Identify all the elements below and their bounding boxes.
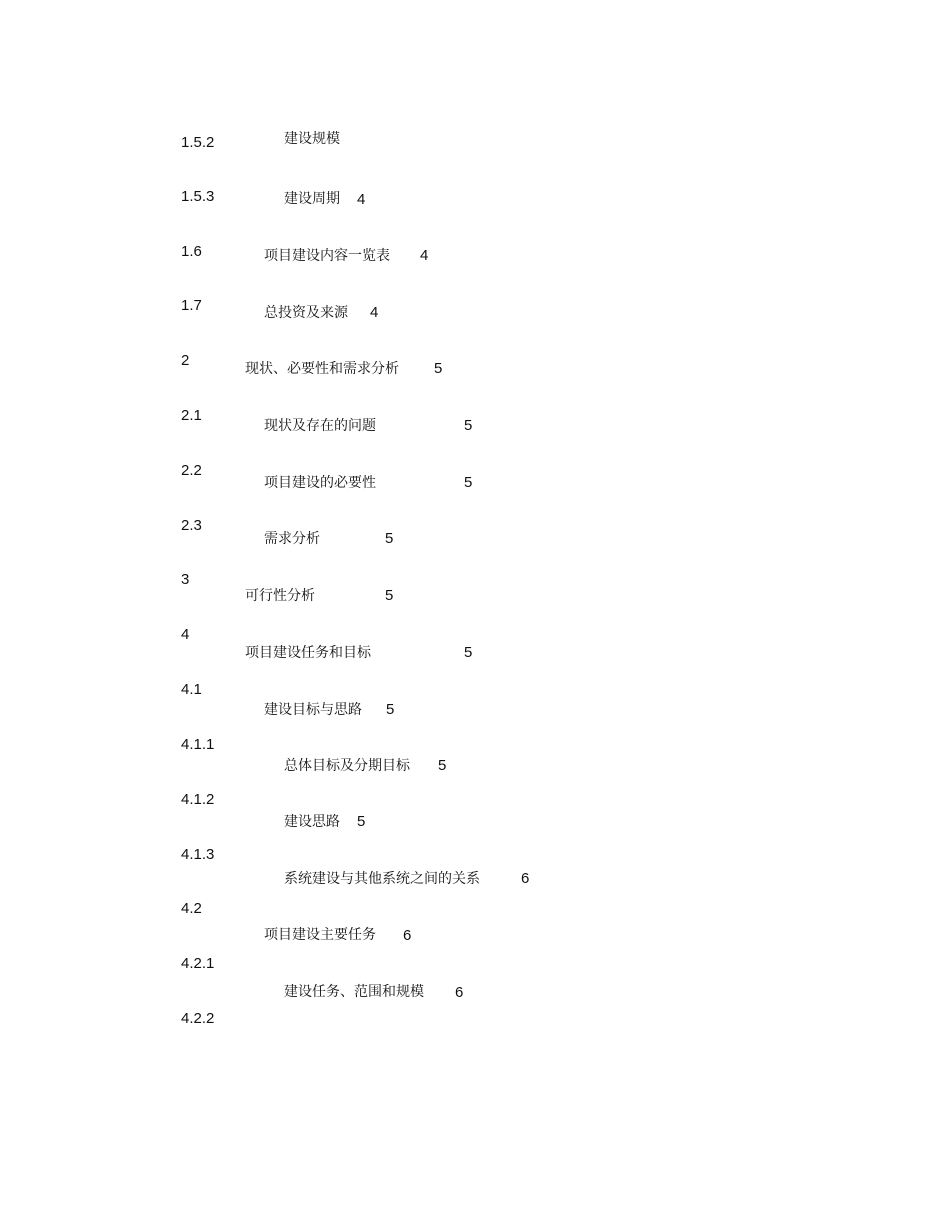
toc-entry-title: 建设周期 bbox=[284, 191, 340, 207]
toc-entry-number: 4.2.2 bbox=[181, 1010, 215, 1027]
toc-entry-number: 4.1.3 bbox=[181, 846, 215, 863]
toc-entry-page: 5 bbox=[357, 813, 366, 830]
toc-entry-number: 4.2.1 bbox=[181, 955, 215, 972]
toc-entry-title: 建设规模 bbox=[284, 131, 340, 147]
toc-entry[interactable] bbox=[0, 1010, 950, 1050]
toc-entry-title: 项目建设的必要性 bbox=[264, 475, 376, 491]
toc-entry[interactable] bbox=[0, 297, 950, 337]
toc-entry-title: 总投资及来源 bbox=[264, 305, 348, 321]
toc-entry[interactable] bbox=[0, 791, 950, 831]
toc-entry-number: 4.1.1 bbox=[181, 736, 215, 753]
toc-entry-page: 5 bbox=[464, 474, 473, 491]
toc-entry-number: 4 bbox=[181, 626, 190, 643]
toc-entry[interactable] bbox=[0, 352, 950, 392]
toc-entry-page: 4 bbox=[357, 191, 366, 208]
toc-entry-title: 建设目标与思路 bbox=[264, 702, 362, 718]
toc-entry-page: 6 bbox=[455, 984, 464, 1001]
toc-entry[interactable] bbox=[0, 243, 950, 283]
toc-entry-page: 6 bbox=[403, 927, 412, 944]
toc-entry-title: 项目建设主要任务 bbox=[264, 927, 376, 943]
toc-entry-number: 4.2 bbox=[181, 900, 202, 917]
toc-entry-number: 2 bbox=[181, 352, 190, 369]
toc-entry-number: 1.7 bbox=[181, 297, 202, 314]
toc-entry-title: 总体目标及分期目标 bbox=[284, 758, 410, 774]
toc-entry[interactable] bbox=[0, 900, 950, 944]
toc-entry-page: 5 bbox=[464, 417, 473, 434]
toc-entry-page: 5 bbox=[386, 701, 395, 718]
toc-entry[interactable] bbox=[0, 626, 950, 666]
toc-entry-title: 需求分析 bbox=[264, 531, 320, 547]
toc-entry-page: 5 bbox=[434, 360, 443, 377]
toc-entry-page: 5 bbox=[438, 757, 447, 774]
toc-entry-title: 现状及存在的问题 bbox=[264, 418, 376, 434]
toc-entry[interactable] bbox=[0, 571, 950, 611]
toc-entry-title: 建设任务、范围和规模 bbox=[284, 984, 424, 1000]
toc-entry-title: 项目建设内容一览表 bbox=[264, 248, 390, 264]
toc-entry-page: 5 bbox=[464, 644, 473, 661]
toc-entry[interactable] bbox=[0, 736, 950, 776]
toc-entry-number: 2.1 bbox=[181, 407, 202, 424]
toc-entry[interactable] bbox=[0, 462, 950, 502]
toc-entry-page: 4 bbox=[420, 247, 429, 264]
toc-entry[interactable] bbox=[0, 188, 950, 228]
toc-entry[interactable] bbox=[0, 131, 950, 174]
toc-entry-title: 可行性分析 bbox=[245, 588, 315, 604]
toc-entry-number: 3 bbox=[181, 571, 190, 588]
toc-entry-title: 系统建设与其他系统之间的关系 bbox=[284, 871, 480, 887]
toc-entry-number: 2.2 bbox=[181, 462, 202, 479]
toc-entry-title: 项目建设任务和目标 bbox=[245, 645, 371, 661]
toc-entry[interactable] bbox=[0, 517, 950, 557]
toc-entry-title: 现状、必要性和需求分析 bbox=[245, 361, 399, 377]
toc-entry[interactable] bbox=[0, 846, 950, 886]
toc-entry-title: 建设思路 bbox=[284, 814, 340, 830]
toc-entry-number: 4.1.2 bbox=[181, 791, 215, 808]
toc-entry[interactable] bbox=[0, 681, 950, 721]
toc-entry-number: 1.5.3 bbox=[181, 188, 215, 205]
toc-entry[interactable] bbox=[0, 955, 950, 1001]
toc-entry-page: 5 bbox=[385, 530, 394, 547]
toc-entry-number: 1.6 bbox=[181, 243, 202, 260]
toc-entry-page: 6 bbox=[521, 870, 530, 887]
toc-entry[interactable] bbox=[0, 407, 950, 447]
toc-entry-number: 2.3 bbox=[181, 517, 202, 534]
toc-entry-page: 5 bbox=[385, 587, 394, 604]
toc-entry-number: 1.5.2 bbox=[181, 134, 215, 151]
toc-entry-number: 4.1 bbox=[181, 681, 202, 698]
toc-entry-page: 4 bbox=[370, 304, 379, 321]
